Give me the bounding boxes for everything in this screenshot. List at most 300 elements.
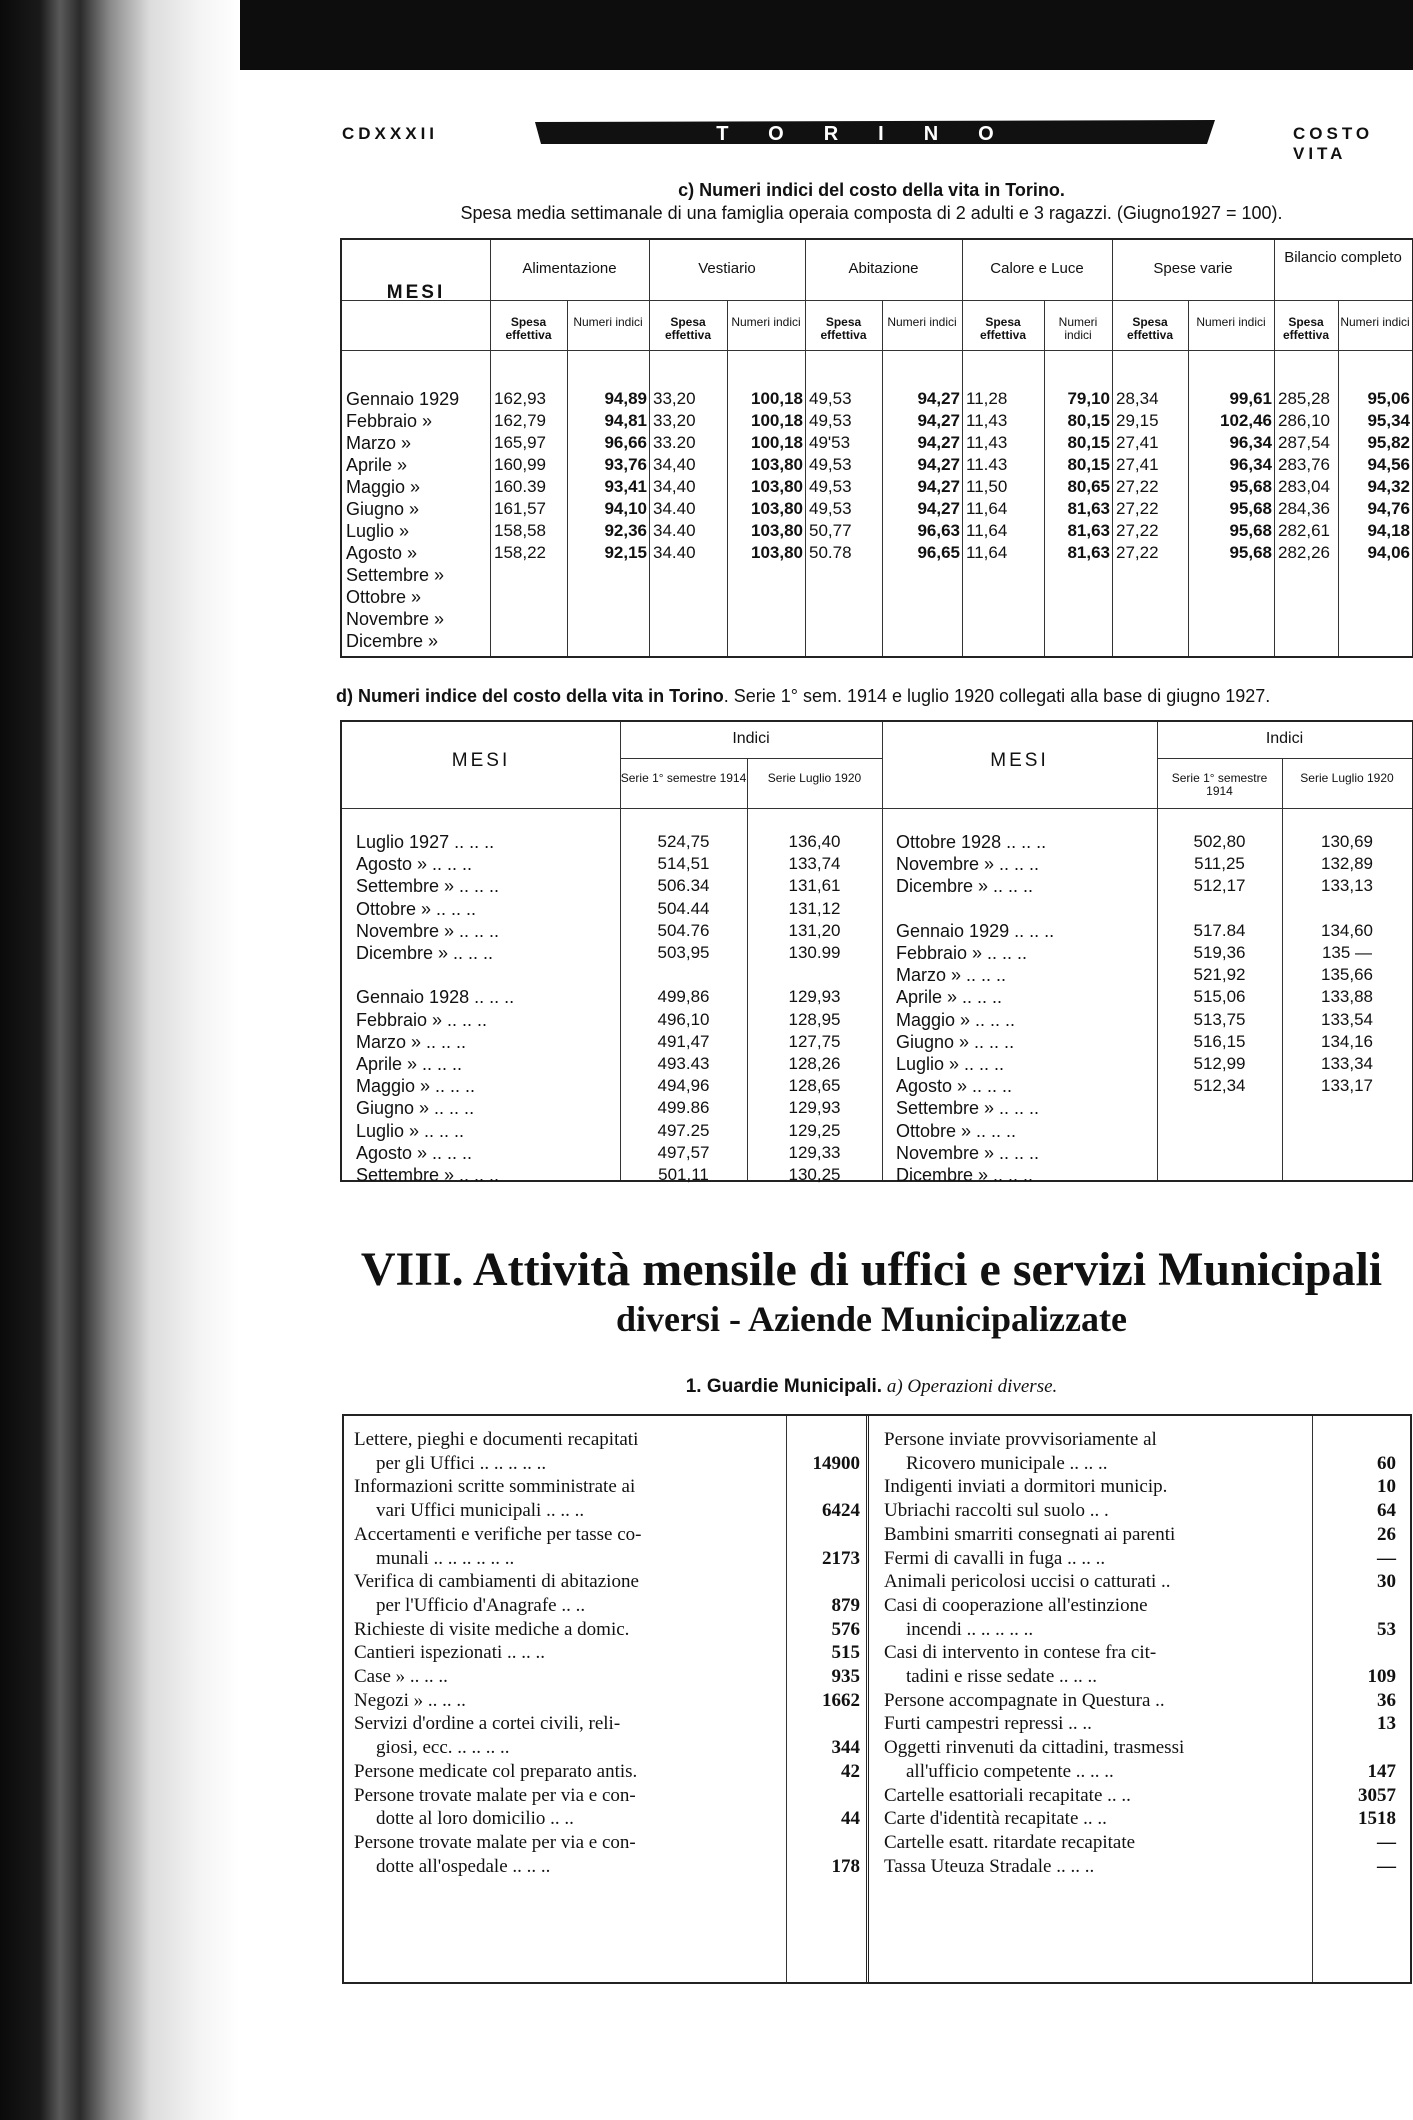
- serie-1914-value: 521,92: [1193, 965, 1246, 985]
- scan-border-left: [0, 0, 240, 2120]
- data-cell: 95,82: [1367, 433, 1410, 452]
- data-cell: 286,10: [1278, 411, 1330, 430]
- operation-left-value: 879: [831, 1594, 860, 1616]
- logo-text: TORINO: [716, 123, 1034, 145]
- serie-1920-value: 128,95: [788, 1009, 841, 1029]
- month-label: Agosto »: [346, 543, 418, 563]
- column-rule: [1274, 240, 1275, 656]
- data-cell: 103,80: [751, 477, 803, 496]
- data-cell: 11,64: [966, 499, 1008, 518]
- serie-1914-value: 516,15: [1193, 1031, 1246, 1051]
- page-number: CDXXXII: [342, 124, 439, 143]
- operations-table: [342, 1414, 1412, 1984]
- value-rule-right: [1312, 1416, 1313, 1982]
- operation-right-label: Carte d'identità recapitate .. ..: [884, 1808, 1107, 1830]
- column-rule: [1112, 240, 1113, 656]
- month-label: Febbraio » .. .. ..: [896, 943, 1028, 963]
- data-cell: 94,76: [1367, 499, 1410, 518]
- data-cell: 92,36: [604, 521, 647, 540]
- data-cell: 11,28: [966, 389, 1008, 408]
- operation-right-label: Casi di intervento in contese fra cit-: [884, 1642, 1157, 1664]
- data-cell: 285,28: [1278, 389, 1330, 408]
- data-cell: 96,63: [917, 521, 960, 540]
- serie-index-table: [340, 720, 1413, 1185]
- data-cell: 34,40: [653, 477, 696, 496]
- running-title: COSTO VITA: [1293, 124, 1374, 163]
- operation-right-value: 1518: [1358, 1808, 1396, 1830]
- section-c-title: c) Numeri indici del costo della vita in Torino.: [678, 180, 1065, 200]
- serie-header: Serie 1° semestre 1914: [1171, 771, 1268, 798]
- operation-left-label: Cantieri ispezionati .. .. ..: [354, 1642, 546, 1664]
- data-cell: 11,64: [966, 543, 1008, 562]
- serie-1914-value: 506.34: [657, 876, 710, 896]
- column-rule: [1188, 300, 1189, 656]
- month-label: Aprile »: [346, 455, 408, 475]
- operation-right-value: —: [1377, 1831, 1396, 1853]
- operation-left-value: 576: [831, 1618, 860, 1640]
- operation-left-label: per l'Ufficio d'Anagrafe .. ..: [376, 1594, 586, 1616]
- data-cell: 34,40: [653, 455, 696, 474]
- serie-1920-value: 135 —: [1321, 943, 1373, 962]
- operation-left-value: 178: [831, 1855, 860, 1877]
- month-label: Giugno »: [346, 499, 420, 519]
- month-label: Gennaio 1929 .. .. ..: [896, 920, 1055, 941]
- data-cell: 96,66: [604, 433, 647, 452]
- data-cell: 160,99: [494, 455, 546, 474]
- operation-left-label: vari Uffici municipali .. .. ..: [376, 1500, 585, 1522]
- month-label: Luglio » .. .. ..: [896, 1054, 1005, 1074]
- month-label: Novembre »: [346, 609, 445, 629]
- month-label: Ottobre » .. .. ..: [356, 898, 477, 919]
- operation-left-label: Servizi d'ordine a cortei civili, reli-: [354, 1713, 621, 1735]
- data-cell: 11,64: [966, 521, 1008, 540]
- data-cell: 93,76: [604, 455, 647, 474]
- month-label: Aprile » .. .. ..: [896, 987, 1003, 1008]
- data-cell: 27,41: [1116, 433, 1159, 452]
- operation-left-value: 6424: [822, 1500, 860, 1522]
- data-cell: 95,06: [1367, 389, 1410, 408]
- operation-left-label: Persone trovate malate per via e con-: [354, 1831, 636, 1853]
- data-cell: 283,04: [1278, 477, 1330, 496]
- serie-1920-value: 133,54: [1321, 1009, 1373, 1029]
- data-cell: 95,68: [1229, 477, 1272, 496]
- month-label: Novembre » .. .. ..: [896, 854, 1040, 875]
- guardie-heading: [330, 1376, 1413, 1398]
- data-cell: 81,63: [1067, 543, 1110, 562]
- data-cell: 49,53: [809, 477, 852, 496]
- section-viii-subtitle: diversi - Aziende Municipalizzate: [616, 1299, 1127, 1339]
- operation-left-value: 1662: [822, 1689, 860, 1711]
- month-label: Novembre » .. .. ..: [356, 920, 500, 941]
- serie-1914-value: 512,99: [1193, 1054, 1246, 1073]
- data-cell: 287,54: [1278, 433, 1330, 452]
- month-label: Settembre » .. .. ..: [356, 876, 500, 897]
- operation-right-label: Oggetti rinvenuti da cittadini, trasmessi: [884, 1737, 1185, 1759]
- serie-1920-value: 130,25: [788, 1165, 841, 1184]
- operation-left-label: per gli Uffici .. .. .. .. ..: [376, 1452, 547, 1474]
- data-cell: 94,27: [917, 499, 960, 518]
- month-label: Gennaio 1928 .. .. ..: [356, 987, 515, 1008]
- section-viii-title: VIII. Attività mensile di uffici e servizi Municipali: [360, 1243, 1383, 1296]
- operation-left-value: 42: [841, 1760, 860, 1782]
- month-label: Agosto » .. .. ..: [356, 854, 473, 875]
- data-cell: 11,43: [966, 411, 1008, 430]
- serie-header: Serie 1° semestre 1914: [620, 771, 747, 785]
- operation-left-value: 44: [841, 1808, 860, 1830]
- data-cell: 96,34: [1229, 455, 1272, 474]
- data-cell: 34.40: [653, 543, 696, 562]
- operation-left-label: Negozi » .. .. ..: [354, 1689, 466, 1711]
- data-cell: 94,32: [1367, 477, 1410, 496]
- serie-1920-value: 131,61: [788, 876, 841, 896]
- serie-1920-value: 129,93: [788, 1098, 841, 1118]
- serie-1920-value: 131,12: [788, 898, 841, 918]
- serie-1914-value: 494,96: [657, 1076, 710, 1096]
- indici-header: Numeri indici: [731, 315, 801, 329]
- serie-header: Serie Luglio 1920: [767, 771, 862, 785]
- serie-1920-value: 129,93: [788, 987, 841, 1007]
- month-label: Febbraio » .. .. ..: [356, 1009, 488, 1030]
- month-label: Febbraio »: [346, 411, 433, 431]
- data-cell: 33.20: [653, 433, 696, 452]
- indici-header: Numeri indici: [1058, 315, 1098, 342]
- month-label: Luglio » .. .. ..: [356, 1120, 465, 1141]
- operation-right-label: Cartelle esatt. ritardate recapitate: [884, 1831, 1136, 1853]
- serie-1914-value: 491,47: [657, 1031, 710, 1051]
- operation-right-label: Ubriachi raccolti sul suolo .. .: [884, 1500, 1109, 1522]
- data-cell: 11.43: [966, 455, 1008, 474]
- column-rule: [1044, 300, 1045, 656]
- month-label: Novembre » .. .. ..: [896, 1142, 1040, 1163]
- operation-right-label: Bambini smarriti consegnati ai parenti: [884, 1523, 1176, 1545]
- operation-left-label: Persone trovate malate per via e con-: [354, 1784, 636, 1806]
- operation-left-label: dotte al loro domicilio .. ..: [376, 1808, 574, 1830]
- column-rule: [727, 300, 728, 656]
- operation-right-value: —: [1377, 1855, 1396, 1877]
- serie-1914-value: 519,36: [1193, 943, 1246, 962]
- data-cell: 161,57: [494, 499, 546, 518]
- column-rule: [649, 240, 650, 656]
- data-cell: 80,15: [1067, 433, 1110, 452]
- serie-1914-value: 499.86: [657, 1098, 710, 1118]
- operation-left-value: 14900: [812, 1452, 860, 1474]
- data-cell: 94,10: [604, 499, 647, 518]
- data-cell: 282,61: [1278, 521, 1330, 540]
- month-label: Aprile » .. .. ..: [356, 1054, 463, 1074]
- data-cell: 99,61: [1229, 389, 1272, 408]
- data-cell: 94,18: [1367, 521, 1410, 540]
- operation-left-label: Informazioni scritte somministrate ai: [354, 1476, 636, 1498]
- serie-1920-value: 133,17: [1321, 1076, 1373, 1096]
- month-label: Marzo » .. .. ..: [896, 965, 1007, 986]
- indici-header-right: Indici: [1265, 730, 1304, 747]
- month-label: Settembre » .. .. ..: [356, 1165, 500, 1185]
- serie-1920-value: 129,33: [788, 1142, 841, 1162]
- operation-right-label: Animali pericolosi uccisi o catturati ..: [884, 1571, 1171, 1593]
- data-cell: 283,76: [1278, 455, 1330, 474]
- month-label: Ottobre » .. .. ..: [896, 1120, 1017, 1141]
- serie-1920-value: 133,34: [1321, 1054, 1373, 1073]
- data-cell: 93,41: [604, 477, 647, 496]
- data-cell: 27,22: [1116, 477, 1159, 496]
- data-cell: 29,15: [1116, 411, 1159, 430]
- data-cell: 160.39: [494, 477, 546, 496]
- column-rule: [805, 240, 806, 656]
- month-label: Luglio »: [346, 521, 410, 541]
- serie-1920-value: 132,89: [1321, 854, 1373, 874]
- serie-1920-value: 127,75: [788, 1031, 841, 1051]
- operation-left-label: dotte all'ospedale .. .. ..: [376, 1855, 551, 1877]
- operation-right-value: 26: [1377, 1523, 1396, 1545]
- data-cell: 94,27: [917, 433, 960, 452]
- header-bottom-rule: [342, 808, 1412, 809]
- data-cell: 27,22: [1116, 543, 1159, 562]
- column-rule: [882, 300, 883, 656]
- data-cell: 80,15: [1067, 411, 1110, 430]
- spesa-header: Spesa effettiva: [664, 315, 711, 342]
- cost-index-table: [340, 238, 1413, 658]
- data-cell: 11,43: [966, 433, 1008, 452]
- column-rule: [1338, 300, 1339, 656]
- section-d-title-bold: d) Numeri indice del costo della vita in Torino: [336, 686, 724, 706]
- data-cell: 94,06: [1367, 543, 1410, 562]
- month-label: Marzo » .. .. ..: [356, 1031, 467, 1052]
- month-label: Marzo »: [346, 433, 412, 453]
- serie-1914-value: 524,75: [657, 832, 710, 851]
- operation-right-value: 147: [1367, 1760, 1396, 1782]
- operation-left-label: Persone medicate col preparato antis.: [354, 1760, 638, 1782]
- serie-1914-value: 512,34: [1193, 1076, 1246, 1096]
- month-label: Giugno » .. .. ..: [896, 1031, 1015, 1052]
- data-cell: 282,26: [1278, 543, 1330, 562]
- operation-left-value: 935: [831, 1666, 860, 1687]
- month-label: Agosto » .. .. ..: [356, 1142, 473, 1163]
- serie-1914-value: 497,57: [657, 1142, 710, 1162]
- data-cell: 102,46: [1220, 411, 1272, 430]
- data-cell: 79,10: [1067, 389, 1110, 408]
- serie-1920-value: 136,40: [788, 832, 841, 851]
- serie-1920-value: 131,20: [788, 920, 841, 940]
- serie-1914-value: 511,25: [1194, 854, 1245, 874]
- spesa-header: Spesa effettiva: [979, 315, 1026, 342]
- operation-right-label: Indigenti inviati a dormitori municip.: [884, 1476, 1168, 1498]
- operation-right-label: Fermi di cavalli in fuga .. .. ..: [884, 1547, 1106, 1569]
- group-header: Alimentazione: [522, 260, 617, 277]
- serie-1920-value: 134,16: [1321, 1031, 1373, 1051]
- month-label: Maggio » .. .. ..: [896, 1009, 1016, 1030]
- operation-left-value: 2173: [822, 1547, 860, 1569]
- operation-right-value: 30: [1377, 1571, 1396, 1593]
- indici-header: Numeri indici: [573, 315, 643, 329]
- guardie-heading-italic: a) Operazioni diverse.: [886, 1376, 1058, 1397]
- data-cell: 162,79: [494, 411, 546, 430]
- data-cell: 80,15: [1067, 455, 1110, 474]
- serie-1914-value: 517.84: [1193, 920, 1246, 940]
- operation-left-value: 344: [831, 1737, 860, 1759]
- serie-1914-value: 499,86: [657, 987, 710, 1007]
- operation-right-label: Ricovero municipale .. .. ..: [906, 1452, 1108, 1474]
- group-header: Spese varie: [1153, 260, 1233, 277]
- operation-right-value: 10: [1377, 1476, 1396, 1498]
- operation-left-label: munali .. .. .. .. .. ..: [376, 1547, 515, 1569]
- indici-header-left: Indici: [732, 730, 770, 747]
- data-cell: 100,18: [751, 433, 803, 452]
- data-cell: 27,22: [1116, 521, 1159, 540]
- operation-right-label: Persone accompagnate in Questura ..: [884, 1689, 1165, 1711]
- operation-left-value: 515: [831, 1642, 860, 1664]
- indici-rule-right: [1157, 758, 1412, 759]
- operation-right-value: 60: [1377, 1452, 1396, 1474]
- group-header: Vestiario: [698, 260, 756, 277]
- month-label: Ottobre »: [346, 587, 422, 607]
- serie-1914-value: 504.76: [657, 920, 710, 940]
- operation-left-label: Case » .. .. ..: [354, 1666, 448, 1687]
- data-cell: 165,97: [494, 433, 546, 452]
- document-page: [330, 0, 1413, 2120]
- data-cell: 80,65: [1067, 477, 1110, 496]
- section-d-title-rest: . Serie 1° sem. 1914 e luglio 1920 collegati alla base di giugno 1927.: [723, 686, 1271, 706]
- header-bottom-rule: [342, 350, 1412, 351]
- month-label: Agosto » .. .. ..: [896, 1076, 1013, 1097]
- data-cell: 96,65: [917, 543, 960, 562]
- indici-header: Numeri indici: [1340, 315, 1410, 329]
- operation-right-value: 109: [1367, 1666, 1396, 1687]
- serie-1920-value: 133,13: [1321, 876, 1373, 896]
- data-cell: 50.78: [809, 543, 852, 562]
- data-cell: 284,36: [1278, 499, 1330, 518]
- month-label: Maggio »: [346, 477, 421, 497]
- data-cell: 81,63: [1067, 499, 1110, 518]
- center-rule: [866, 1416, 869, 1982]
- operation-left-label: Accertamenti e verifiche per tasse co-: [354, 1523, 642, 1545]
- serie-1914-value: 501,11: [658, 1165, 709, 1184]
- operation-right-label: tadini e risse sedate .. .. ..: [906, 1666, 1098, 1687]
- data-cell: 33,20: [653, 389, 696, 408]
- month-label: Dicembre » .. .. ..: [896, 876, 1034, 897]
- data-cell: 95,68: [1229, 521, 1272, 540]
- group-header: Calore e Luce: [990, 260, 1084, 277]
- operation-left-label: Richieste di visite mediche a domic.: [354, 1618, 630, 1640]
- data-cell: 49,53: [809, 455, 852, 474]
- serie-1914-value: 497.25: [657, 1120, 710, 1140]
- data-cell: 94,27: [917, 411, 960, 430]
- spesa-header: Spesa effettiva: [505, 315, 552, 342]
- column-rule: [490, 240, 491, 656]
- serie-1920-value: 129,25: [788, 1120, 841, 1140]
- month-label: Ottobre 1928 .. .. ..: [896, 832, 1047, 852]
- header-divider: [342, 300, 1412, 301]
- month-label: Dicembre »: [346, 631, 439, 651]
- serie-1914-value: 512,17: [1193, 876, 1246, 896]
- operation-left-label: Lettere, pieghi e documenti recapitati: [354, 1429, 639, 1450]
- serie-1920-value: 130,69: [1321, 832, 1373, 851]
- serie-1914-value: 493.43: [657, 1054, 710, 1073]
- serie-1920-value: 128,65: [788, 1076, 841, 1096]
- data-cell: 158,58: [494, 521, 546, 540]
- data-cell: 103,80: [751, 543, 803, 562]
- data-cell: 49,53: [809, 389, 852, 408]
- serie-1914-value: 515,06: [1193, 987, 1246, 1007]
- data-cell: 94,27: [917, 455, 960, 474]
- month-label: Giugno » .. .. ..: [356, 1098, 475, 1119]
- mesi-header: MESI: [386, 282, 446, 303]
- data-cell: 28,34: [1116, 389, 1159, 408]
- data-cell: 34.40: [653, 499, 696, 518]
- data-cell: 94,81: [604, 411, 647, 430]
- spesa-header: Spesa effettiva: [1282, 315, 1329, 342]
- data-cell: 11,50: [966, 477, 1008, 496]
- month-label: Gennaio 1929: [346, 389, 460, 409]
- serie-1914-value: 496,10: [657, 1009, 710, 1029]
- section-c-subtitle: Spesa media settimanale di una famiglia operaia composta di 2 adulti e 3 ragazzi. (Giugno1927 = 100).: [460, 203, 1283, 223]
- group-header: Bilancio completo: [1284, 249, 1402, 266]
- spesa-header: Spesa effettiva: [820, 315, 867, 342]
- serie-1920-value: 130.99: [788, 943, 841, 962]
- serie-1920-value: 128,26: [788, 1054, 841, 1073]
- operation-right-label: Tassa Uteuza Stradale .. .. ..: [884, 1855, 1095, 1877]
- serie-1914-value: 504.44: [657, 898, 710, 918]
- data-cell: 50,77: [809, 521, 852, 540]
- operation-right-label: Cartelle esattoriali recapitate .. ..: [884, 1784, 1131, 1806]
- data-cell: 94,27: [917, 389, 960, 408]
- data-cell: 95,68: [1229, 543, 1272, 562]
- operation-right-label: Furti campestri repressi .. ..: [884, 1713, 1092, 1735]
- serie-1920-value: 134,60: [1321, 920, 1373, 940]
- serie-1920-value: 133,74: [788, 854, 841, 874]
- data-cell: 49,53: [809, 411, 852, 430]
- data-cell: 81,63: [1067, 521, 1110, 540]
- data-cell: 34.40: [653, 521, 696, 540]
- month-label: Dicembre » .. .. ..: [356, 943, 494, 963]
- data-cell: 158,22: [494, 543, 546, 562]
- operation-right-label: Persone inviate provvisoriamente al: [884, 1429, 1157, 1450]
- data-cell: 100,18: [751, 411, 803, 430]
- section-d-title: [336, 686, 1413, 707]
- indici-rule-left: [620, 758, 882, 759]
- indici-header: Numeri indici: [887, 315, 957, 329]
- serie-1920-value: 135,66: [1321, 965, 1373, 985]
- serie-1914-value: 503,95: [657, 943, 710, 962]
- operation-right-label: Casi di cooperazione all'estinzione: [884, 1594, 1148, 1616]
- operation-right-label: incendi .. .. .. .. ..: [906, 1618, 1034, 1640]
- data-cell: 94,56: [1367, 455, 1410, 474]
- month-label: Settembre »: [346, 565, 445, 585]
- operation-right-value: 36: [1377, 1689, 1396, 1711]
- operation-left-label: giosi, ecc. .. .. .. ..: [376, 1737, 510, 1759]
- month-label: Settembre » .. .. ..: [896, 1098, 1040, 1119]
- month-label: Maggio » .. .. ..: [356, 1076, 476, 1097]
- operation-right-value: 3057: [1358, 1784, 1396, 1806]
- mesi-header-right: MESI: [990, 750, 1049, 771]
- serie-header: Serie Luglio 1920: [1300, 771, 1394, 785]
- data-cell: 103,80: [751, 521, 803, 540]
- data-cell: 95,68: [1229, 499, 1272, 518]
- guardie-heading-bold: 1. Guardie Municipali.: [685, 1376, 883, 1397]
- city-logo-banner: [535, 118, 1215, 146]
- column-rule: [882, 722, 883, 1180]
- operation-right-value: —: [1377, 1547, 1396, 1569]
- mesi-header-left: MESI: [451, 750, 511, 771]
- column-rule: [962, 240, 963, 656]
- month-label: Dicembre » .. .. ..: [896, 1165, 1034, 1185]
- data-cell: 94,27: [917, 477, 960, 496]
- group-header: Abitazione: [848, 260, 919, 277]
- serie-1920-value: 133,88: [1321, 987, 1373, 1007]
- data-cell: 27,41: [1116, 455, 1159, 474]
- column-rule: [567, 300, 568, 656]
- data-cell: 162,93: [494, 389, 546, 408]
- operation-right-label: all'ufficio competente .. .. ..: [906, 1760, 1114, 1782]
